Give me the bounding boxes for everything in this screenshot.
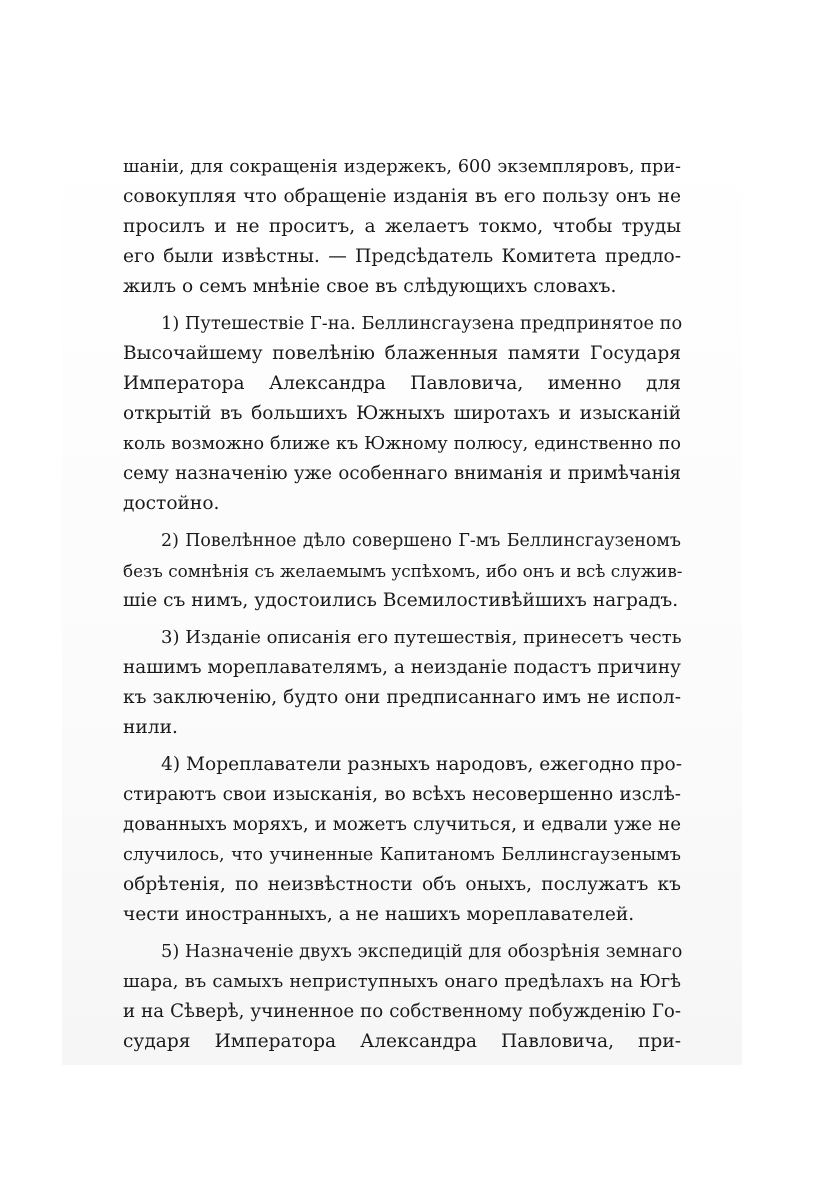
text-line: чести иностранныхъ, а не нашихъ мореплавателей.: [123, 904, 635, 925]
text-line: сударя Императора Александра Павловича, при-: [123, 1031, 681, 1052]
text-line: 5) Назначеніе двухъ экспедицій для обозрѣнія земнаго: [161, 941, 683, 962]
text-line: и на Сѣверѣ, учиненное по собственному побужденію Го-: [123, 1001, 681, 1022]
paragraph-spacing: [123, 930, 681, 937]
body-text: [123, 152, 681, 1057]
text-line: шара, въ самыхъ неприступныхъ онаго предѣлахъ на Югѣ: [123, 971, 681, 992]
text-line: совокупляя что обращеніе изданія въ его пользу онъ не: [123, 186, 681, 207]
text-line: 2) Повелѣнное дѣло совершено Г-мъ Беллинсгаузеномъ: [161, 531, 681, 551]
paragraph-intro: [123, 152, 681, 302]
paragraph-point-1: [123, 309, 681, 519]
text-line: 4) Мореплаватели разныхъ народовъ, ежегодно про-: [161, 754, 683, 775]
paragraph-point-4: [123, 750, 681, 930]
text-line: къ заключенію, будто они предписаннаго имъ не испол-: [123, 687, 681, 708]
text-line: случилось, что учиненные Капитаномъ Беллинсгаузенымъ: [123, 845, 681, 865]
text-line: дованныхъ моряхъ, и можетъ случиться, и едвали уже не: [123, 814, 681, 835]
text-line: шаніи, для сокращенія издержекъ, 600 экземпляровъ, при-: [123, 157, 681, 177]
text-line: жилъ о семъ мнѣніе свое въ слѣдующихъ словахъ.: [123, 276, 617, 297]
text-line: сему назначенію уже особеннаго вниманія и примѣчанія: [123, 463, 681, 484]
text-line: просилъ и не проситъ, а желаетъ токмо, чтобы труды: [123, 216, 681, 237]
text-line: коль возможно ближе къ Южному полюсу, единственно по: [123, 434, 681, 454]
paragraph-spacing: [123, 302, 681, 309]
text-line: обрѣтенія, по неизвѣстности объ оныхъ, послужатъ къ: [123, 874, 681, 895]
text-line: Императора Александра Павловича, именно для: [123, 373, 681, 394]
text-line: 1) Путешествіе Г-на. Беллинсгаузена предпринятое по: [161, 313, 683, 334]
paragraph-point-5: [123, 937, 681, 1057]
paragraph-spacing: [123, 519, 681, 526]
text-line: стираютъ свои изысканія, во всѣхъ несовершенно изслѣ-: [123, 784, 681, 805]
text-line: 3) Изданіе описанія его путешествія, принесетъ честь: [161, 627, 682, 648]
paragraph-point-2: [123, 526, 681, 616]
text-line: нашимъ мореплавателямъ, а неизданіе подастъ причину: [123, 657, 681, 678]
text-line: безъ сомнѣнія съ желаемымъ успѣхомъ, ибо онъ и всѣ служив-: [123, 561, 683, 581]
text-line: Высочайшему повелѣнію блаженныя памяти Государя: [123, 343, 681, 364]
text-line: шіе съ нимъ, удостоились Всемилостивѣйшихъ наградъ.: [123, 590, 679, 611]
text-line: достойно.: [123, 493, 220, 514]
paragraph-spacing: [123, 616, 681, 623]
text-line: открытій въ большихъ Южныхъ широтахъ и изысканій: [123, 403, 681, 424]
paragraph-spacing: [123, 743, 681, 750]
paragraph-point-3: [123, 623, 681, 743]
text-line: нили.: [123, 717, 178, 738]
text-line: его были извѣстны. — Предсѣдатель Комитета предло-: [123, 246, 681, 267]
